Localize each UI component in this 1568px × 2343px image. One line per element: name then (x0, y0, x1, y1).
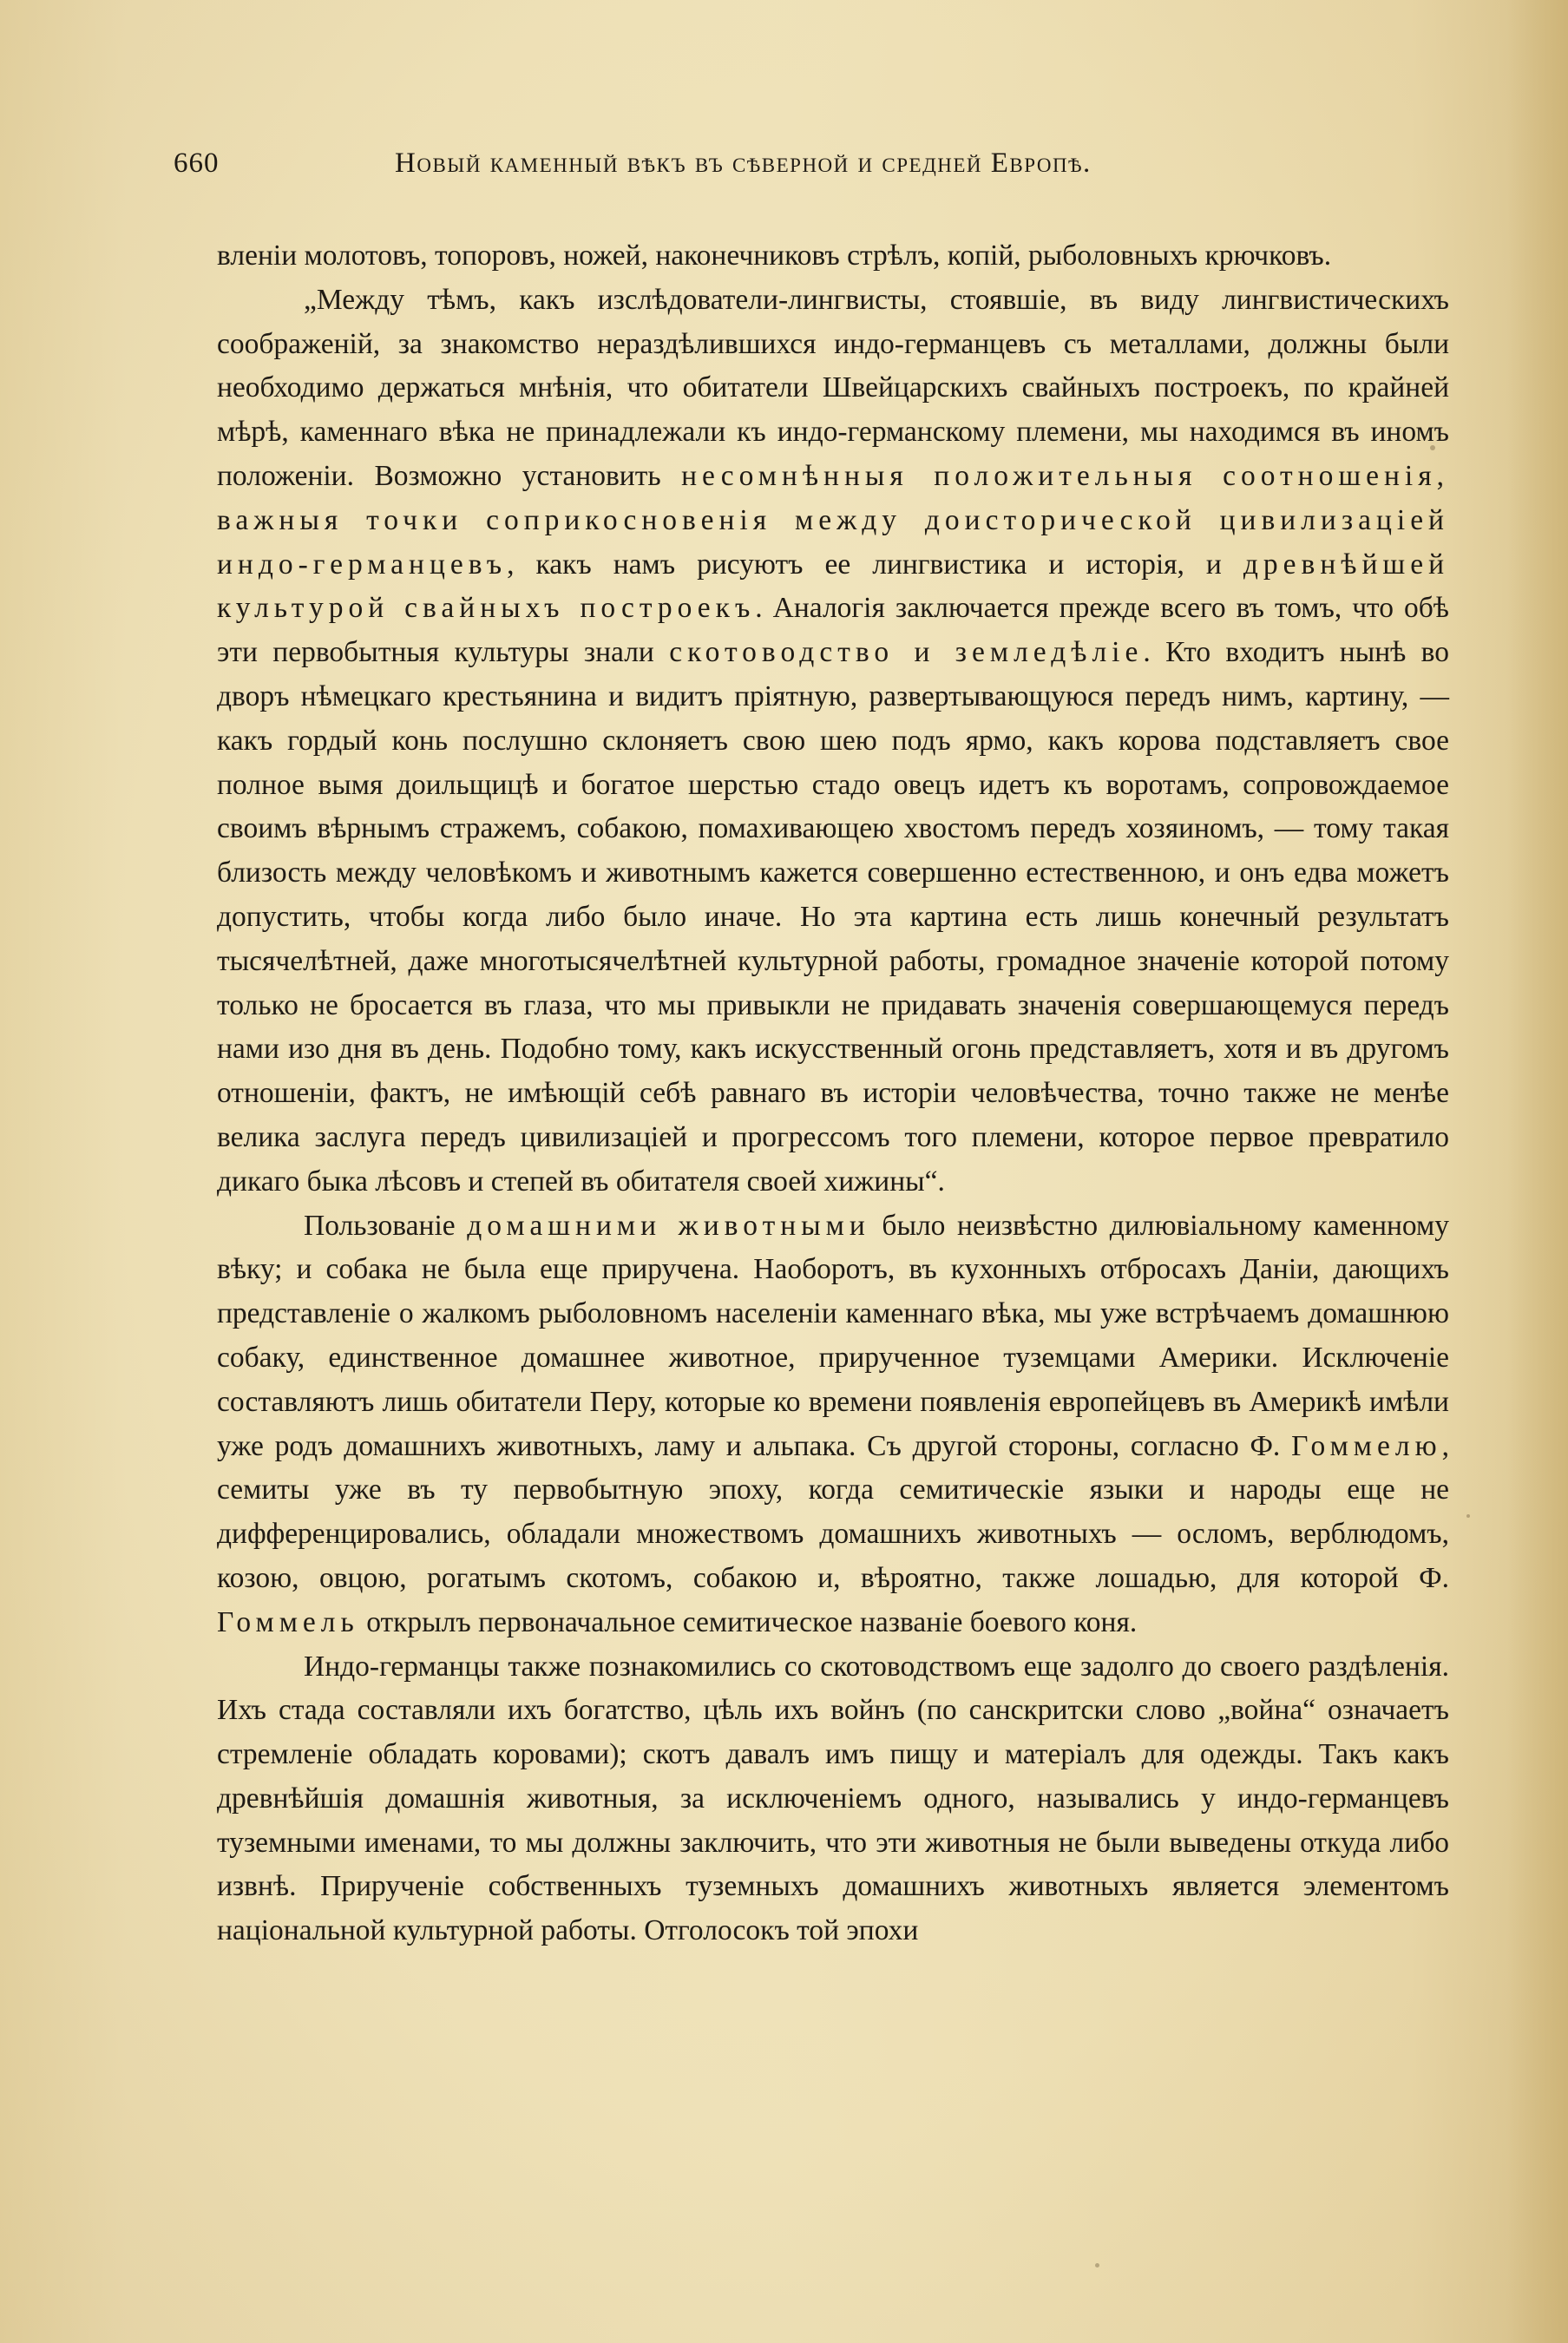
running-header (174, 148, 1458, 191)
text-run: „Между тѣмъ, какъ изслѣдователи-лингвисты, стоявшiе, въ виду лингвистическихъ соображенiй, за знакомство нераздѣлившихся индо-германцевъ съ металлами, должны были необходимо держаться мнѣнiя, что обитатели Швейцарскихъ свайныхъ построекъ, по крайней мѣрѣ, каменнаго вѣка не принадлежали къ индо-германскому племени, мы находимся въ иномъ положенiи. Возможно установить (217, 283, 1449, 492)
emphasized-text: скотоводство и земледѣлiе (669, 636, 1144, 669)
text-run: , какъ намъ рисуютъ ее лингвистика и исторiя, и (507, 548, 1243, 581)
page-number: 660 (174, 148, 220, 179)
paragraph (217, 234, 1449, 279)
emphasized-text: Гоммелю (1291, 1429, 1442, 1462)
body-text (217, 234, 1449, 1953)
text-run: . Аналогiя заключается прежде всего въ томъ, что обѣ эти первобытныя культуры знали (217, 592, 1449, 669)
text-run: Пользованiе (304, 1209, 468, 1242)
emphasized-text: древнѣйшей культурой свайныхъ построекъ (217, 548, 1449, 625)
text-run: открылъ первоначальное семитическое названiе боевого коня. (358, 1605, 1138, 1638)
paper-speck (1095, 2263, 1099, 2268)
text-run: Индо-германцы также познакомились со скотоводствомъ еще задолго до своего раздѣленiя. Ихъ стада составляли ихъ богатство, цѣль ихъ войнъ (по санскритски слово „война“ означаетъ стремленiе обладать коровами); скотъ давалъ имъ пищу и матерiалъ для одежды. Такъ какъ древнѣйшiя домашнiя животныя, за исключенiемъ одного, назывались у индо-германцевъ туземными именами, то мы должны заключить, что эти животныя не были выведены откуда либо извнѣ. Прирученiе собственныхъ туземныхъ домашнихъ животныхъ является элементомъ нацiональной культурной работы. Отголосокъ той эпохи (217, 1650, 1449, 1947)
running-title: Новый каменный вѣкъ въ сѣверной и средней Европѣ. (395, 148, 1092, 179)
emphasized-text: несомнѣнныя положительныя соотношенiя, важныя точки соприкосновенiя между доисторической цивилизацiей индо-германцевъ (217, 459, 1449, 581)
text-run: было неизвѣстно дилювiальному каменному вѣку; и собака не была еще приручена. Наоборотъ, въ кухонныхъ отбросахъ Данiи, дающихъ представленiе о жалкомъ рыболовномъ населенiи каменнаго вѣка, мы уже встрѣчаемъ домашнюю собаку, единственное домашнее животное, прирученное туземцами Америки. Исключенiе составляютъ лишь обитатели Перу, которые ко времени появленiя европейцевъ въ Америкѣ имѣли уже родъ домашнихъ животныхъ, ламу и альпака. Съ другой стороны, согласно Ф. (217, 1209, 1449, 1462)
text-run: . Кто входитъ нынѣ во дворъ нѣмецкаго крестьянина и видитъ прiятную, развертывающуюся передъ нимъ, картину, — какъ гордый конь послушно склоняетъ свою шею подъ ярмо, какъ корова подставляетъ свое полное вымя доильщицѣ и богатое шерстью стадо овецъ идетъ къ воротамъ, сопровождаемое своимъ вѣрнымъ стражемъ, собакою, помахивающею хвостомъ передъ хозяиномъ, — тому такая близость между человѣкомъ и животнымъ кажется совершенно естественною, и онъ едва можетъ допустить, чтобы когда либо было иначе. Но эта картина есть лишь конечный результатъ тысячелѣтней, даже многотысячелѣтней культурной работы, громадное значенiе которой потому только не бросается въ глаза, что мы привыкли не придавать значенiя совершающемуся передъ нами изо дня въ день. Подобно тому, какъ искусственный огонь представляетъ, хотя и въ другомъ отношенiи, фактъ, не имѣющiй себѣ равнаго въ исторiи человѣчества, точно также не менѣе велика заслуга передъ цивилизацiей и прогрессомъ того племени, которое первое превратило дикаго быка лѣсовъ и степей въ обитателя своей хижины“. (217, 636, 1450, 1198)
emphasized-text: Гоммель (217, 1605, 359, 1638)
emphasized-text: домашними животными (467, 1209, 870, 1242)
paper-speck (1466, 1514, 1470, 1518)
text-run: вленiи молотовъ, топоровъ, ножей, наконечниковъ стрѣлъ, копiй, рыболовныхъ крючковъ. (217, 240, 1332, 272)
text-run: , семиты уже въ ту первобытную эпоху, когда семитическiе языки и народы еще не дифференцировались, обладали множествомъ домашнихъ животныхъ — осломъ, верблюдомъ, козою, овцою, рогатымъ скотомъ, собакою и, вѣроятно, также лошадью, для которой Ф. (217, 1429, 1449, 1594)
paragraph (217, 1645, 1449, 1954)
paragraph (217, 279, 1449, 1204)
page-edge-shadow (1507, 0, 1568, 2343)
paragraph (217, 1204, 1449, 1645)
